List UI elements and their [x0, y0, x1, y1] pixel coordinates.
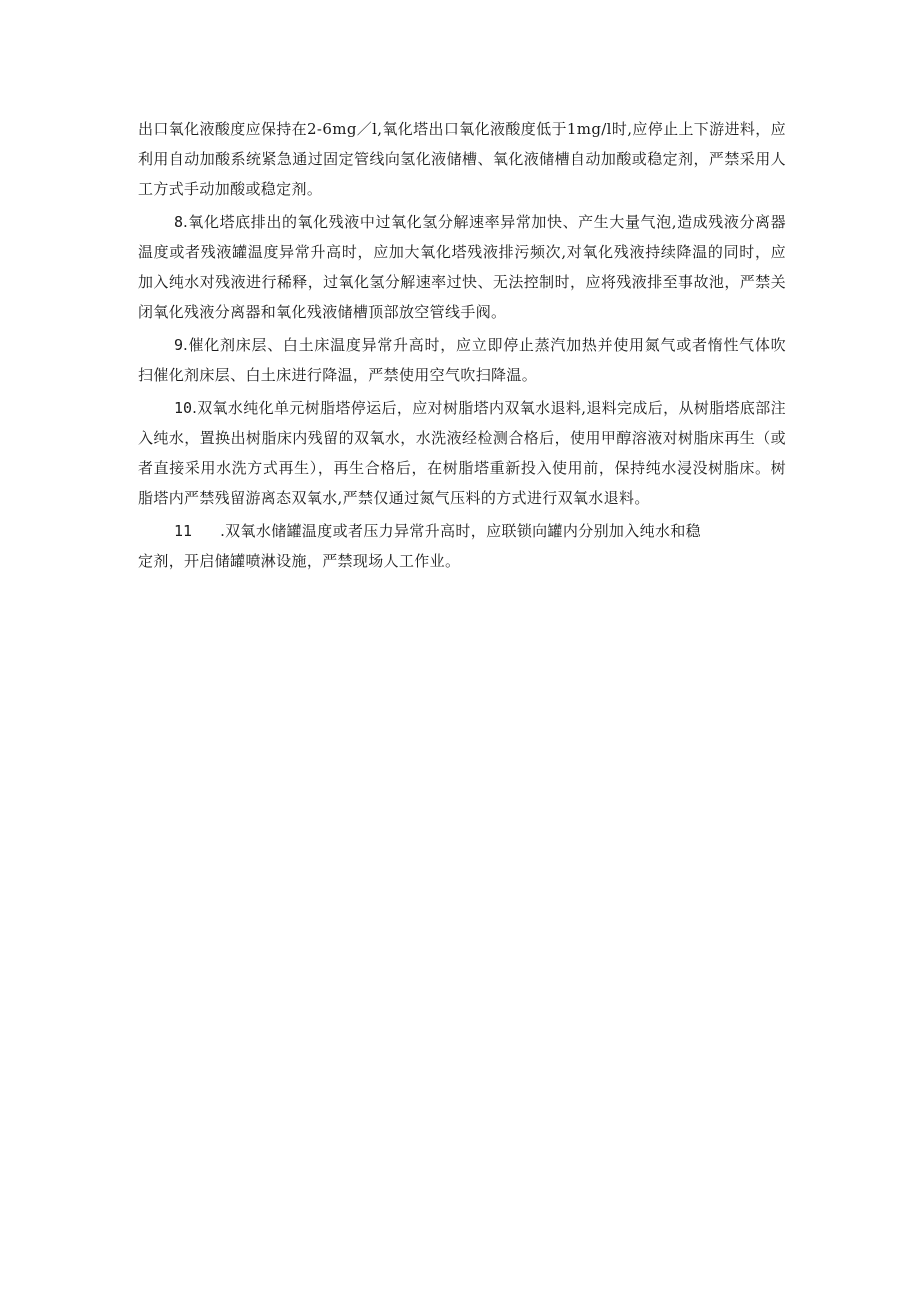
paragraph-line	[138, 516, 786, 546]
paragraph-text: 出口氧化液酸度应保持在2-6mg／l,氧化塔出口氧化液酸度低于1mg/l时,应停止上下游进料，应利用自动加酸系统紧急通过固定管线向氢化液储槽、氧化液储槽自动加酸或稳定剂，严禁采用人工方式手动加酸或稳定剂。	[138, 120, 786, 198]
paragraph-item-11	[138, 516, 786, 576]
paragraph-text: .双氧水纯化单元树脂塔停运后，应对树脂塔内双氧水退料,退料完成后，从树脂塔底部注入纯水，置换出树脂床内残留的双氧水，水洗液经检测合格后，使用甲醇溶液对树脂床再生（或者直接采用水洗方式再生），再生合格后，在树脂塔重新投入使用前，保持纯水浸没树脂床。树脂塔内严禁残留游离态双氧水,严禁仅通过氮气压料的方式进行双氧水退料。	[138, 399, 786, 507]
paragraph-item-8	[138, 207, 786, 327]
paragraph-continuation	[138, 114, 786, 204]
paragraph-item-10	[138, 393, 786, 513]
paragraph-text: 定剂，开启储罐喷淋设施，严禁现场人工作业。	[138, 552, 461, 570]
paragraph-number: 10	[174, 399, 193, 417]
paragraph-text: .双氧水储罐温度或者压力异常升高时，应联锁向罐内分别加入纯水和稳	[220, 522, 702, 540]
document-body	[138, 114, 786, 576]
paragraph-number: 9	[174, 336, 184, 354]
paragraph-number: 11	[174, 522, 193, 540]
paragraph-item-9	[138, 330, 786, 390]
paragraph-line	[138, 546, 786, 576]
paragraph-text: .催化剂床层、白土床温度异常升高时，应立即停止蒸汽加热并使用氮气或者惰性气体吹扫催化剂床层、白土床进行降温，严禁使用空气吹扫降温。	[138, 336, 786, 384]
paragraph-number: 8	[174, 213, 184, 231]
paragraph-text: .氧化塔底排出的氧化残液中过氧化氢分解速率异常加快、产生大量气泡,造成残液分离器温度或者残液罐温度异常升高时，应加大氧化塔残液排污频次,对氧化残液持续降温的同时，应加入纯水对残液进行稀释，过氧化氢分解速率过快、无法控制时，应将残液排至事故池，严禁关闭氧化残液分离器和氧化残液储槽顶部放空管线手阀。	[138, 213, 786, 321]
